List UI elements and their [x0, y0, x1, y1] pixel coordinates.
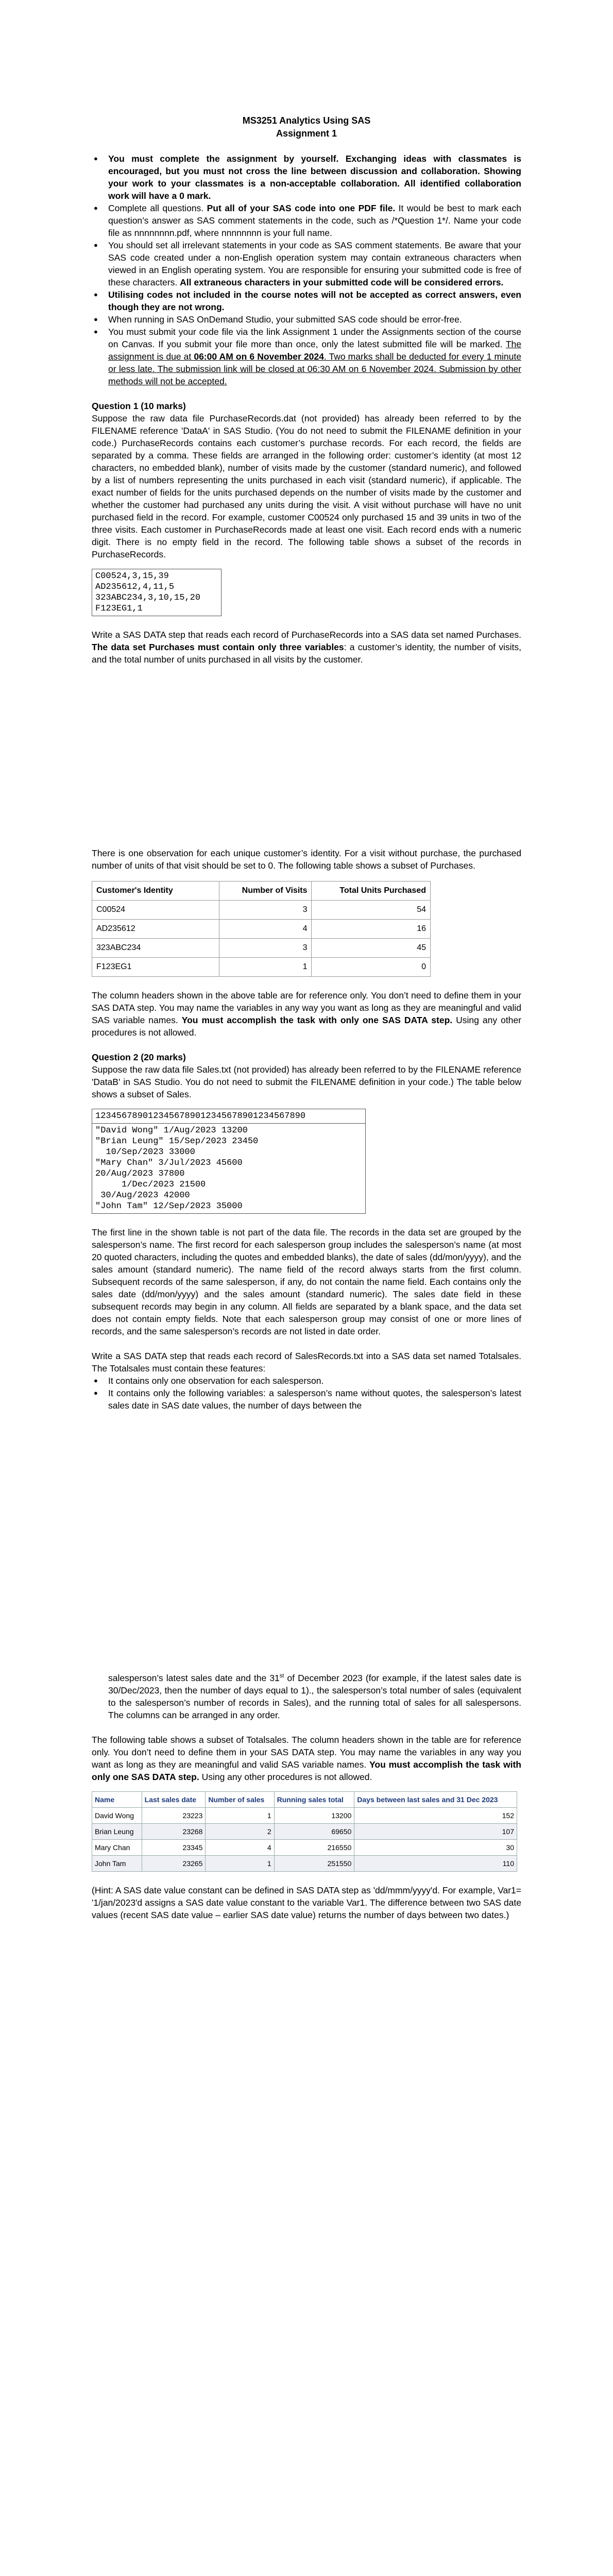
course-title: MS3251 Analytics Using SAS	[242, 115, 371, 126]
record-line: "Brian Leung" 15/Sep/2023 23450	[95, 1137, 259, 1146]
question-1-constraints: The column headers shown in the above table are for reference only. You don’t need to define them in your SAS DATA step. You may name the variables in any way you want as long as they are meaningful and valid SAS variable names. You must accomplish the task with only one SAS DATA step. Using any other procedures is not allowed.	[92, 990, 521, 1038]
answer-space	[92, 666, 521, 847]
page-title	[92, 114, 521, 140]
purchases-table	[92, 881, 431, 977]
record-line: "John Tam" 12/Sep/2023 35000	[95, 1201, 243, 1211]
record-line: 323ABC234,3,10,15,20	[95, 593, 201, 603]
record-line: C00524,3,15,39	[95, 571, 169, 581]
record-line: "Mary Chan" 3/Jul/2023 45600	[95, 1158, 243, 1168]
requirement-item-continued: salesperson’s latest sales date and the 31st of December 2023 (for example, if the latest sales date is 30/Dec/2023, then the number of days equal to 1)., the salesperson’s total number of sales (equivalent to the salesperson’s number of records in Sales), and the running total of sales for all salespersons. The columns can be arranged in any order.	[108, 1673, 521, 1720]
table-row: 323ABC234 3 45	[92, 939, 431, 958]
question-2-data-description: The first line in the shown table is not part of the data file. The records in the data set are grouped by the salesperson’s name. The first record for each salesperson group includes the salesperson’s name (at most 20 quoted characters, including the quotes and embedded blanks), the date of sales (dd/mon/yyyy), and the sales amount (standard numeric). The name field of the record always starts from the first column. Subsequent records of the same salesperson, if any, do not contain the name field. Each contains only the sales date (dd/mon/yyyy) and the sales amount (standard numeric). The sales date field in these subsequent records may begin in any column. All fields are separated by a blank space, and the data set does not contain empty fields. Note that each salesperson group may consist of one or more lines of records, and the same salesperson’s records are not listed in date order.	[92, 1227, 521, 1336]
record-line: "David Wong" 1/Aug/2023 13200	[95, 1126, 248, 1136]
hint-text: (Hint: A SAS date value constant can be defined in SAS DATA step as 'dd/mmm/yyyy'd. For example, Var1= '1/jan/2023'd assigns a SAS date value constant to the variable Var1. The difference between two SAS date values (recent SAS date value – earlier SAS date value) returns the number of days between two dates.)	[92, 1885, 521, 1920]
assignment-page	[92, 114, 521, 1921]
requirement-item: ● It contains only one observation for each salesperson.	[92, 1375, 521, 1387]
question-2-heading: Question 2 (20 marks)	[92, 1052, 186, 1062]
table-row: F123EG1 1 0	[92, 958, 431, 977]
record-line: 30/Aug/2023 42000	[95, 1191, 190, 1200]
question-2-constraints: The following table shows a subset of Totalsales. The column headers shown in the table are for reference only. You don’t need to define them in your SAS DATA step. You may name the variables in any way you want as long as they are meaningful and valid SAS variable names. You must accomplish the task with only one SAS DATA step. Using any other procedures is not allowed.	[92, 1735, 521, 1782]
record-line: 20/Aug/2023 37800	[95, 1169, 185, 1179]
table-row: John Tam 23265 1 251550 110	[92, 1856, 517, 1872]
column-header: Number of Visits	[219, 882, 312, 901]
table-row: Mary Chan 23345 4 216550 30	[92, 1840, 517, 1856]
sales-records	[92, 1124, 365, 1213]
rule-item: ● You must submit your code file via the link Assignment 1 under the Assignments section of the course on Canvas. If you submit your file more than once, only the latest submitted file will be marked. The assignment is due at 06:00 AM on 6 November 2024. Two marks shall be deducted for every 1 minute or less late. The submission link will be closed at 06:30 AM on 6 November 2024. Submission by other methods will not be accepted.	[92, 326, 521, 387]
question-1-heading: Question 1 (10 marks)	[92, 401, 186, 411]
record-line: AD235612,4,11,5	[95, 582, 175, 592]
rule-item: ● When running in SAS OnDemand Studio, your submitted SAS code should be error-free.	[92, 313, 521, 326]
record-line: 10/Sep/2023 33000	[95, 1147, 195, 1157]
rule-item: ● Utilising codes not included in the course notes will not be accepted as correct answers, even though they are not wrong.	[92, 289, 521, 313]
totalsales-table	[92, 1791, 517, 1872]
column-header: Name	[92, 1792, 142, 1808]
table-row: David Wong 23223 1 13200 152	[92, 1808, 517, 1824]
table-row: C00524 3 54	[92, 901, 431, 920]
rule-item: ● You should set all irrelevant statements in your code as SAS comment statements. Be aware that your SAS code created under a non-English operation system may contain extraneous characters when viewed in an English operating system. You are responsible for ensuring your submitted code is free of these characters. All extraneous characters in your submitted code will be considered errors.	[92, 239, 521, 289]
column-header: Last sales date	[142, 1792, 206, 1808]
assignment-title: Assignment 1	[276, 128, 337, 139]
question-1-description: Suppose the raw data file PurchaseRecords.dat (not provided) has already been referred to by the FILENAME reference 'DataA' in SAS Studio. (You do not need to submit the FILENAME definition in your code.) PurchaseRecords contains each customer’s purchase records. For each record, the fields are separated by a comma. These fields are arranged in the following order: customer’s identity (at most 12 characters, no embedded blank), number of visits made by the customer (standard numeric), and followed by a list of numbers representing the units purchased in each visit (standard numeric), if applicable. The exact number of fields for the units purchased depends on the number of visits made by the customer and whether the customer had purchased any units during the visit. A visit without purchase will have no unit purchased field in the record. For example, customer C00524 only purchased 15 and 39 units in two of the three visits. Each customer in PurchaseRecords made at least one visit. Each record ends with a numeric digit. There is no empty field in the record. The following table shows a subset of the records in PurchaseRecords.	[92, 413, 521, 560]
sales-records-sample	[92, 1109, 366, 1214]
column-header: Running sales total	[274, 1792, 354, 1808]
column-header: Number of sales	[206, 1792, 274, 1808]
column-header: Days between last sales and 31 Dec 2023	[354, 1792, 517, 1808]
question-1-note: There is one observation for each unique customer’s identity. For a visit without purchase, the purchased number of units of that visit should be set to 0. The following table shows a subset of Purchases.	[92, 848, 521, 871]
requirement-item: ● It contains only the following variables: a salesperson’s name without quotes, the salesperson’s latest sales date in SAS date values, the number of days between the	[92, 1387, 521, 1412]
question-1-task: Write a SAS DATA step that reads each record of PurchaseRecords into a SAS data set named Purchases. The data set Purchases must contain only three variables: a customer’s identity, the number of visits, and the total number of units purchased in all visits by the customer.	[92, 630, 521, 665]
column-header: Customer's Identity	[92, 882, 219, 901]
column-header: Total Units Purchased	[312, 882, 431, 901]
purchase-records-sample	[92, 569, 222, 616]
rules-list	[92, 152, 521, 387]
record-line: F123EG1,1	[95, 604, 143, 614]
table-header-row	[92, 882, 431, 901]
question-2-description: Suppose the raw data file Sales.txt (not provided) has already been referred to by the FILENAME reference 'DataB' in SAS Studio. You do not need to submit the FILENAME definition in your code.) The table below shows a subset of Sales.	[92, 1064, 521, 1099]
question-2-task: Write a SAS DATA step that reads each record of SalesRecords.txt into a SAS data set named Totalsales. The Totalsales must contain these features:	[92, 1351, 521, 1374]
table-row: AD235612 4 16	[92, 920, 431, 939]
rule-item: ● Complete all questions. Put all of your SAS code into one PDF file. It would be best to mark each question’s answer as SAS comment statements in the code, such as /*Question 1*/. Name your code file as nnnnnnnn.pdf, where nnnnnnnn is your full name.	[92, 202, 521, 239]
table-row: Brian Leung 23268 2 69650 107	[92, 1824, 517, 1840]
rule-item: ● You must complete the assignment by yourself. Exchanging ideas with classmates is encouraged, but you must not cross the line between discussion and collaboration. Showing your work to your classmates is a non-acceptable collaboration. All identified collaboration work will have a 0 mark.	[92, 152, 521, 202]
answer-space	[92, 1412, 521, 1672]
table-header-row	[92, 1792, 517, 1808]
record-line: 1/Dec/2023 21500	[95, 1180, 206, 1190]
column-ruler: 12345678901234567890123456789012345678​90	[92, 1109, 365, 1124]
requirements-list	[92, 1375, 521, 1412]
